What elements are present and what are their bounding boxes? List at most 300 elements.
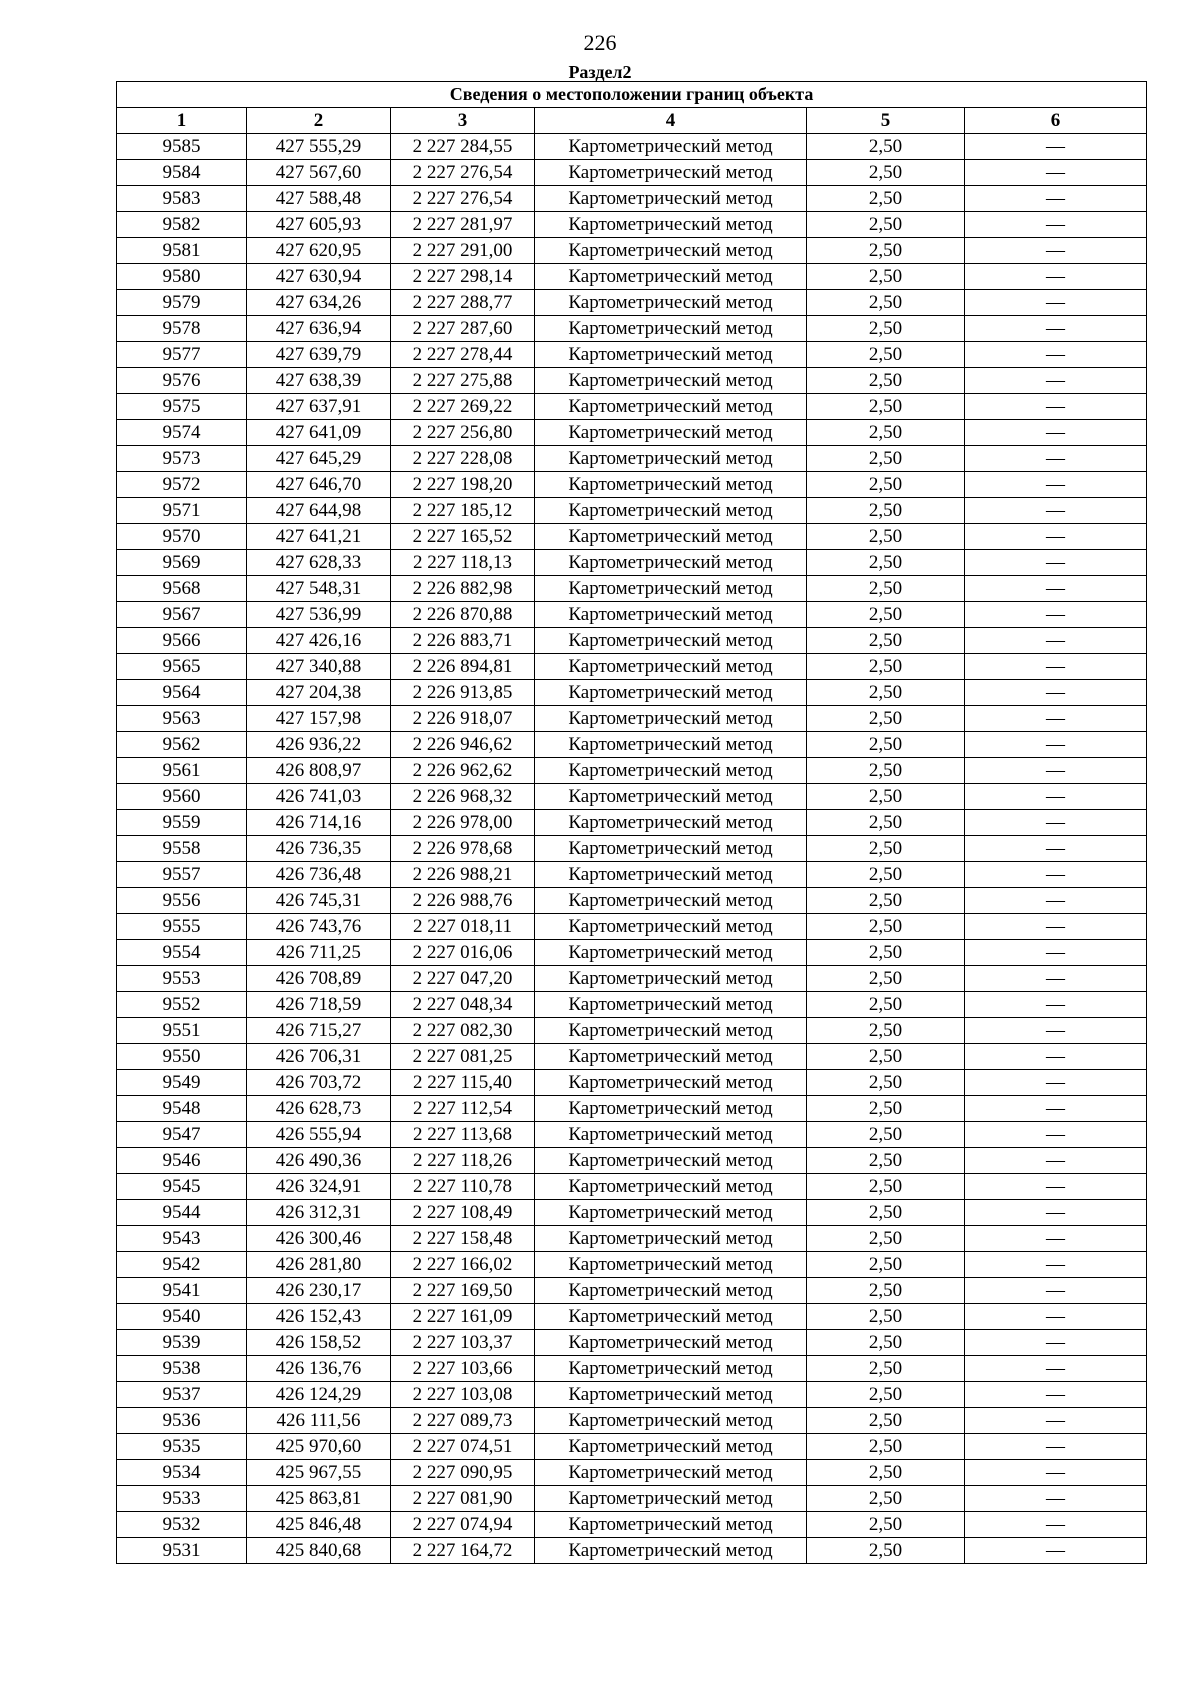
table-row xyxy=(117,446,1147,472)
point-number-cell: 9574 xyxy=(117,420,247,446)
accuracy-cell: 2,50 xyxy=(807,862,965,888)
x-coordinate-cell: 427 548,31 xyxy=(247,576,391,602)
point-number-cell: 9566 xyxy=(117,628,247,654)
point-number-cell: 9552 xyxy=(117,992,247,1018)
table-row xyxy=(117,732,1147,758)
method-cell: Картометрический метод xyxy=(535,238,807,264)
method-cell: Картометрический метод xyxy=(535,654,807,680)
table-row xyxy=(117,1096,1147,1122)
point-number-cell: 9549 xyxy=(117,1070,247,1096)
point-number-cell: 9579 xyxy=(117,290,247,316)
table-caption: Сведения о местоположении границ объекта xyxy=(117,82,1147,108)
method-cell: Картометрический метод xyxy=(535,940,807,966)
table-row xyxy=(117,706,1147,732)
point-number-cell: 9544 xyxy=(117,1200,247,1226)
accuracy-cell: 2,50 xyxy=(807,1304,965,1330)
description-cell: — xyxy=(965,1382,1147,1408)
x-coordinate-cell: 427 620,95 xyxy=(247,238,391,264)
method-cell: Картометрический метод xyxy=(535,1226,807,1252)
point-number-cell: 9545 xyxy=(117,1174,247,1200)
y-coordinate-cell: 2 227 110,78 xyxy=(391,1174,535,1200)
y-coordinate-cell: 2 227 165,52 xyxy=(391,524,535,550)
x-coordinate-cell: 425 967,55 xyxy=(247,1460,391,1486)
y-coordinate-cell: 2 227 278,44 xyxy=(391,342,535,368)
x-coordinate-cell: 425 970,60 xyxy=(247,1434,391,1460)
y-coordinate-cell: 2 227 284,55 xyxy=(391,134,535,160)
point-number-cell: 9565 xyxy=(117,654,247,680)
table-row xyxy=(117,316,1147,342)
accuracy-cell: 2,50 xyxy=(807,1148,965,1174)
accuracy-cell: 2,50 xyxy=(807,1174,965,1200)
point-number-cell: 9582 xyxy=(117,212,247,238)
method-cell: Картометрический метод xyxy=(535,914,807,940)
method-cell: Картометрический метод xyxy=(535,836,807,862)
method-cell: Картометрический метод xyxy=(535,446,807,472)
point-number-cell: 9542 xyxy=(117,1252,247,1278)
table-row xyxy=(117,524,1147,550)
description-cell: — xyxy=(965,680,1147,706)
y-coordinate-cell: 2 227 047,20 xyxy=(391,966,535,992)
method-cell: Картометрический метод xyxy=(535,1512,807,1538)
point-number-cell: 9556 xyxy=(117,888,247,914)
description-cell: — xyxy=(965,784,1147,810)
method-cell: Картометрический метод xyxy=(535,1096,807,1122)
description-cell: — xyxy=(965,1460,1147,1486)
table-row xyxy=(117,212,1147,238)
x-coordinate-cell: 426 736,48 xyxy=(247,862,391,888)
accuracy-cell: 2,50 xyxy=(807,160,965,186)
x-coordinate-cell: 426 555,94 xyxy=(247,1122,391,1148)
point-number-cell: 9569 xyxy=(117,550,247,576)
y-coordinate-cell: 2 227 158,48 xyxy=(391,1226,535,1252)
y-coordinate-cell: 2 227 118,13 xyxy=(391,550,535,576)
point-number-cell: 9576 xyxy=(117,368,247,394)
y-coordinate-cell: 2 227 269,22 xyxy=(391,394,535,420)
point-number-cell: 9567 xyxy=(117,602,247,628)
method-cell: Картометрический метод xyxy=(535,602,807,628)
table-row xyxy=(117,1538,1147,1564)
table-row xyxy=(117,186,1147,212)
accuracy-cell: 2,50 xyxy=(807,394,965,420)
method-cell: Картометрический метод xyxy=(535,680,807,706)
x-coordinate-cell: 425 840,68 xyxy=(247,1538,391,1564)
y-coordinate-cell: 2 226 882,98 xyxy=(391,576,535,602)
point-number-cell: 9572 xyxy=(117,472,247,498)
point-number-cell: 9546 xyxy=(117,1148,247,1174)
point-number-cell: 9550 xyxy=(117,1044,247,1070)
x-coordinate-cell: 427 630,94 xyxy=(247,264,391,290)
point-number-cell: 9553 xyxy=(117,966,247,992)
description-cell: — xyxy=(965,654,1147,680)
y-coordinate-cell: 2 227 161,09 xyxy=(391,1304,535,1330)
x-coordinate-cell: 426 111,56 xyxy=(247,1408,391,1434)
x-coordinate-cell: 426 136,76 xyxy=(247,1356,391,1382)
table-row xyxy=(117,1278,1147,1304)
table-row xyxy=(117,628,1147,654)
table-row xyxy=(117,888,1147,914)
y-coordinate-cell: 2 227 164,72 xyxy=(391,1538,535,1564)
point-number-cell: 9555 xyxy=(117,914,247,940)
method-cell: Картометрический метод xyxy=(535,1356,807,1382)
description-cell: — xyxy=(965,758,1147,784)
accuracy-cell: 2,50 xyxy=(807,654,965,680)
table-row xyxy=(117,1044,1147,1070)
accuracy-cell: 2,50 xyxy=(807,1070,965,1096)
y-coordinate-cell: 2 226 978,00 xyxy=(391,810,535,836)
method-cell: Картометрический метод xyxy=(535,1434,807,1460)
method-cell: Картометрический метод xyxy=(535,342,807,368)
description-cell: — xyxy=(965,446,1147,472)
x-coordinate-cell: 427 641,21 xyxy=(247,524,391,550)
method-cell: Картометрический метод xyxy=(535,1174,807,1200)
description-cell: — xyxy=(965,1304,1147,1330)
method-cell: Картометрический метод xyxy=(535,550,807,576)
point-number-cell: 9536 xyxy=(117,1408,247,1434)
point-number-cell: 9535 xyxy=(117,1434,247,1460)
y-coordinate-cell: 2 227 281,97 xyxy=(391,212,535,238)
y-coordinate-cell: 2 227 089,73 xyxy=(391,1408,535,1434)
accuracy-cell: 2,50 xyxy=(807,1252,965,1278)
point-number-cell: 9558 xyxy=(117,836,247,862)
method-cell: Картометрический метод xyxy=(535,368,807,394)
method-cell: Картометрический метод xyxy=(535,1122,807,1148)
x-coordinate-cell: 426 324,91 xyxy=(247,1174,391,1200)
method-cell: Картометрический метод xyxy=(535,212,807,238)
point-number-cell: 9559 xyxy=(117,810,247,836)
table-row xyxy=(117,1148,1147,1174)
point-number-cell: 9570 xyxy=(117,524,247,550)
x-coordinate-cell: 426 706,31 xyxy=(247,1044,391,1070)
accuracy-cell: 2,50 xyxy=(807,1538,965,1564)
accuracy-cell: 2,50 xyxy=(807,472,965,498)
description-cell: — xyxy=(965,524,1147,550)
x-coordinate-cell: 426 714,16 xyxy=(247,810,391,836)
table-row xyxy=(117,602,1147,628)
page-number: 226 xyxy=(583,30,617,55)
table-caption-row xyxy=(117,82,1147,108)
accuracy-cell: 2,50 xyxy=(807,186,965,212)
accuracy-cell: 2,50 xyxy=(807,576,965,602)
accuracy-cell: 2,50 xyxy=(807,1356,965,1382)
y-coordinate-cell: 2 227 113,68 xyxy=(391,1122,535,1148)
description-cell: — xyxy=(965,706,1147,732)
y-coordinate-cell: 2 227 048,34 xyxy=(391,992,535,1018)
x-coordinate-cell: 426 312,31 xyxy=(247,1200,391,1226)
accuracy-cell: 2,50 xyxy=(807,992,965,1018)
point-number-cell: 9537 xyxy=(117,1382,247,1408)
x-coordinate-cell: 426 124,29 xyxy=(247,1382,391,1408)
description-cell: — xyxy=(965,862,1147,888)
description-cell: — xyxy=(965,888,1147,914)
y-coordinate-cell: 2 227 074,94 xyxy=(391,1512,535,1538)
accuracy-cell: 2,50 xyxy=(807,446,965,472)
description-cell: — xyxy=(965,1538,1147,1564)
table-row xyxy=(117,394,1147,420)
accuracy-cell: 2,50 xyxy=(807,238,965,264)
table-row xyxy=(117,1304,1147,1330)
point-number-cell: 9557 xyxy=(117,862,247,888)
description-cell: — xyxy=(965,914,1147,940)
description-cell: — xyxy=(965,550,1147,576)
x-coordinate-cell: 427 536,99 xyxy=(247,602,391,628)
y-coordinate-cell: 2 226 968,32 xyxy=(391,784,535,810)
x-coordinate-cell: 427 567,60 xyxy=(247,160,391,186)
y-coordinate-cell: 2 227 276,54 xyxy=(391,186,535,212)
accuracy-cell: 2,50 xyxy=(807,1044,965,1070)
point-number-cell: 9563 xyxy=(117,706,247,732)
y-coordinate-cell: 2 227 287,60 xyxy=(391,316,535,342)
column-header: 6 xyxy=(965,108,1147,134)
accuracy-cell: 2,50 xyxy=(807,732,965,758)
point-number-cell: 9578 xyxy=(117,316,247,342)
accuracy-cell: 2,50 xyxy=(807,342,965,368)
point-number-cell: 9551 xyxy=(117,1018,247,1044)
description-cell: — xyxy=(965,1226,1147,1252)
accuracy-cell: 2,50 xyxy=(807,628,965,654)
x-coordinate-cell: 426 281,80 xyxy=(247,1252,391,1278)
x-coordinate-cell: 427 644,98 xyxy=(247,498,391,524)
description-cell: — xyxy=(965,134,1147,160)
x-coordinate-cell: 427 555,29 xyxy=(247,134,391,160)
description-cell: — xyxy=(965,1070,1147,1096)
method-cell: Картометрический метод xyxy=(535,966,807,992)
x-coordinate-cell: 427 204,38 xyxy=(247,680,391,706)
method-cell: Картометрический метод xyxy=(535,186,807,212)
x-coordinate-cell: 427 605,93 xyxy=(247,212,391,238)
accuracy-cell: 2,50 xyxy=(807,1486,965,1512)
table-row xyxy=(117,940,1147,966)
point-number-cell: 9548 xyxy=(117,1096,247,1122)
x-coordinate-cell: 426 628,73 xyxy=(247,1096,391,1122)
y-coordinate-cell: 2 227 112,54 xyxy=(391,1096,535,1122)
method-cell: Картометрический метод xyxy=(535,394,807,420)
column-header: 1 xyxy=(117,108,247,134)
accuracy-cell: 2,50 xyxy=(807,1200,965,1226)
y-coordinate-cell: 2 227 074,51 xyxy=(391,1434,535,1460)
x-coordinate-cell: 427 637,91 xyxy=(247,394,391,420)
method-cell: Картометрический метод xyxy=(535,420,807,446)
accuracy-cell: 2,50 xyxy=(807,1096,965,1122)
description-cell: — xyxy=(965,1044,1147,1070)
method-cell: Картометрический метод xyxy=(535,316,807,342)
description-cell: — xyxy=(965,1356,1147,1382)
table-row xyxy=(117,368,1147,394)
accuracy-cell: 2,50 xyxy=(807,602,965,628)
method-cell: Картометрический метод xyxy=(535,1070,807,1096)
table-row xyxy=(117,862,1147,888)
x-coordinate-cell: 426 715,27 xyxy=(247,1018,391,1044)
y-coordinate-cell: 2 227 103,37 xyxy=(391,1330,535,1356)
y-coordinate-cell: 2 227 081,90 xyxy=(391,1486,535,1512)
description-cell: — xyxy=(965,498,1147,524)
method-cell: Картометрический метод xyxy=(535,732,807,758)
point-number-cell: 9540 xyxy=(117,1304,247,1330)
point-number-cell: 9584 xyxy=(117,160,247,186)
point-number-cell: 9534 xyxy=(117,1460,247,1486)
y-coordinate-cell: 2 227 228,08 xyxy=(391,446,535,472)
point-number-cell: 9585 xyxy=(117,134,247,160)
table-row xyxy=(117,836,1147,862)
table-row xyxy=(117,1174,1147,1200)
table-row xyxy=(117,758,1147,784)
x-coordinate-cell: 426 708,89 xyxy=(247,966,391,992)
description-cell: — xyxy=(965,1252,1147,1278)
method-cell: Картометрический метод xyxy=(535,1018,807,1044)
point-number-cell: 9560 xyxy=(117,784,247,810)
point-number-cell: 9543 xyxy=(117,1226,247,1252)
table-row xyxy=(117,550,1147,576)
point-number-cell: 9580 xyxy=(117,264,247,290)
y-coordinate-cell: 2 227 082,30 xyxy=(391,1018,535,1044)
y-coordinate-cell: 2 227 018,11 xyxy=(391,914,535,940)
y-coordinate-cell: 2 227 198,20 xyxy=(391,472,535,498)
description-cell: — xyxy=(965,1200,1147,1226)
table-row xyxy=(117,1018,1147,1044)
accuracy-cell: 2,50 xyxy=(807,1512,965,1538)
table-row xyxy=(117,498,1147,524)
method-cell: Картометрический метод xyxy=(535,1408,807,1434)
accuracy-cell: 2,50 xyxy=(807,758,965,784)
table-row xyxy=(117,1460,1147,1486)
point-number-cell: 9581 xyxy=(117,238,247,264)
table-row xyxy=(117,238,1147,264)
accuracy-cell: 2,50 xyxy=(807,1278,965,1304)
description-cell: — xyxy=(965,1486,1147,1512)
description-cell: — xyxy=(965,602,1147,628)
description-cell: — xyxy=(965,1408,1147,1434)
point-number-cell: 9533 xyxy=(117,1486,247,1512)
accuracy-cell: 2,50 xyxy=(807,940,965,966)
y-coordinate-cell: 2 226 918,07 xyxy=(391,706,535,732)
y-coordinate-cell: 2 227 169,50 xyxy=(391,1278,535,1304)
point-number-cell: 9571 xyxy=(117,498,247,524)
column-header: 3 xyxy=(391,108,535,134)
table-row xyxy=(117,134,1147,160)
table-row xyxy=(117,160,1147,186)
x-coordinate-cell: 426 745,31 xyxy=(247,888,391,914)
y-coordinate-cell: 2 226 946,62 xyxy=(391,732,535,758)
point-number-cell: 9562 xyxy=(117,732,247,758)
y-coordinate-cell: 2 227 288,77 xyxy=(391,290,535,316)
description-cell: — xyxy=(965,1434,1147,1460)
x-coordinate-cell: 425 863,81 xyxy=(247,1486,391,1512)
method-cell: Картометрический метод xyxy=(535,160,807,186)
method-cell: Картометрический метод xyxy=(535,758,807,784)
accuracy-cell: 2,50 xyxy=(807,1460,965,1486)
method-cell: Картометрический метод xyxy=(535,1200,807,1226)
method-cell: Картометрический метод xyxy=(535,498,807,524)
point-number-cell: 9564 xyxy=(117,680,247,706)
method-cell: Картометрический метод xyxy=(535,290,807,316)
x-coordinate-cell: 427 340,88 xyxy=(247,654,391,680)
accuracy-cell: 2,50 xyxy=(807,1382,965,1408)
accuracy-cell: 2,50 xyxy=(807,1122,965,1148)
table-row xyxy=(117,992,1147,1018)
accuracy-cell: 2,50 xyxy=(807,498,965,524)
point-number-cell: 9538 xyxy=(117,1356,247,1382)
method-cell: Картометрический метод xyxy=(535,992,807,1018)
y-coordinate-cell: 2 227 298,14 xyxy=(391,264,535,290)
point-number-cell: 9547 xyxy=(117,1122,247,1148)
accuracy-cell: 2,50 xyxy=(807,1226,965,1252)
table-row xyxy=(117,1200,1147,1226)
x-coordinate-cell: 426 711,25 xyxy=(247,940,391,966)
accuracy-cell: 2,50 xyxy=(807,836,965,862)
column-header-row xyxy=(117,108,1147,134)
point-number-cell: 9568 xyxy=(117,576,247,602)
description-cell: — xyxy=(965,628,1147,654)
description-cell: — xyxy=(965,810,1147,836)
x-coordinate-cell: 427 646,70 xyxy=(247,472,391,498)
column-header: 4 xyxy=(535,108,807,134)
point-number-cell: 9573 xyxy=(117,446,247,472)
x-coordinate-cell: 427 636,94 xyxy=(247,316,391,342)
section-title: Раздел2 xyxy=(568,62,632,82)
y-coordinate-cell: 2 227 081,25 xyxy=(391,1044,535,1070)
table-row xyxy=(117,1070,1147,1096)
table-row xyxy=(117,966,1147,992)
description-cell: — xyxy=(965,1512,1147,1538)
point-number-cell: 9531 xyxy=(117,1538,247,1564)
x-coordinate-cell: 427 641,09 xyxy=(247,420,391,446)
accuracy-cell: 2,50 xyxy=(807,810,965,836)
accuracy-cell: 2,50 xyxy=(807,524,965,550)
accuracy-cell: 2,50 xyxy=(807,888,965,914)
x-coordinate-cell: 425 846,48 xyxy=(247,1512,391,1538)
description-cell: — xyxy=(965,1330,1147,1356)
accuracy-cell: 2,50 xyxy=(807,914,965,940)
description-cell: — xyxy=(965,160,1147,186)
y-coordinate-cell: 2 227 090,95 xyxy=(391,1460,535,1486)
y-coordinate-cell: 2 226 988,76 xyxy=(391,888,535,914)
x-coordinate-cell: 426 230,17 xyxy=(247,1278,391,1304)
table-row xyxy=(117,1382,1147,1408)
accuracy-cell: 2,50 xyxy=(807,290,965,316)
accuracy-cell: 2,50 xyxy=(807,1408,965,1434)
accuracy-cell: 2,50 xyxy=(807,316,965,342)
y-coordinate-cell: 2 227 118,26 xyxy=(391,1148,535,1174)
table-row xyxy=(117,914,1147,940)
y-coordinate-cell: 2 226 978,68 xyxy=(391,836,535,862)
y-coordinate-cell: 2 227 256,80 xyxy=(391,420,535,446)
point-number-cell: 9577 xyxy=(117,342,247,368)
method-cell: Картометрический метод xyxy=(535,784,807,810)
description-cell: — xyxy=(965,966,1147,992)
table-row xyxy=(117,1330,1147,1356)
accuracy-cell: 2,50 xyxy=(807,966,965,992)
x-coordinate-cell: 427 638,39 xyxy=(247,368,391,394)
x-coordinate-cell: 426 703,72 xyxy=(247,1070,391,1096)
method-cell: Картометрический метод xyxy=(535,576,807,602)
description-cell: — xyxy=(965,394,1147,420)
table-row xyxy=(117,1252,1147,1278)
y-coordinate-cell: 2 227 108,49 xyxy=(391,1200,535,1226)
accuracy-cell: 2,50 xyxy=(807,550,965,576)
y-coordinate-cell: 2 227 103,08 xyxy=(391,1382,535,1408)
x-coordinate-cell: 426 158,52 xyxy=(247,1330,391,1356)
x-coordinate-cell: 426 743,76 xyxy=(247,914,391,940)
method-cell: Картометрический метод xyxy=(535,1486,807,1512)
table-body xyxy=(117,134,1147,1564)
method-cell: Картометрический метод xyxy=(535,1148,807,1174)
description-cell: — xyxy=(965,732,1147,758)
x-coordinate-cell: 426 152,43 xyxy=(247,1304,391,1330)
method-cell: Картометрический метод xyxy=(535,524,807,550)
x-coordinate-cell: 426 490,36 xyxy=(247,1148,391,1174)
description-cell: — xyxy=(965,836,1147,862)
y-coordinate-cell: 2 227 016,06 xyxy=(391,940,535,966)
description-cell: — xyxy=(965,1096,1147,1122)
